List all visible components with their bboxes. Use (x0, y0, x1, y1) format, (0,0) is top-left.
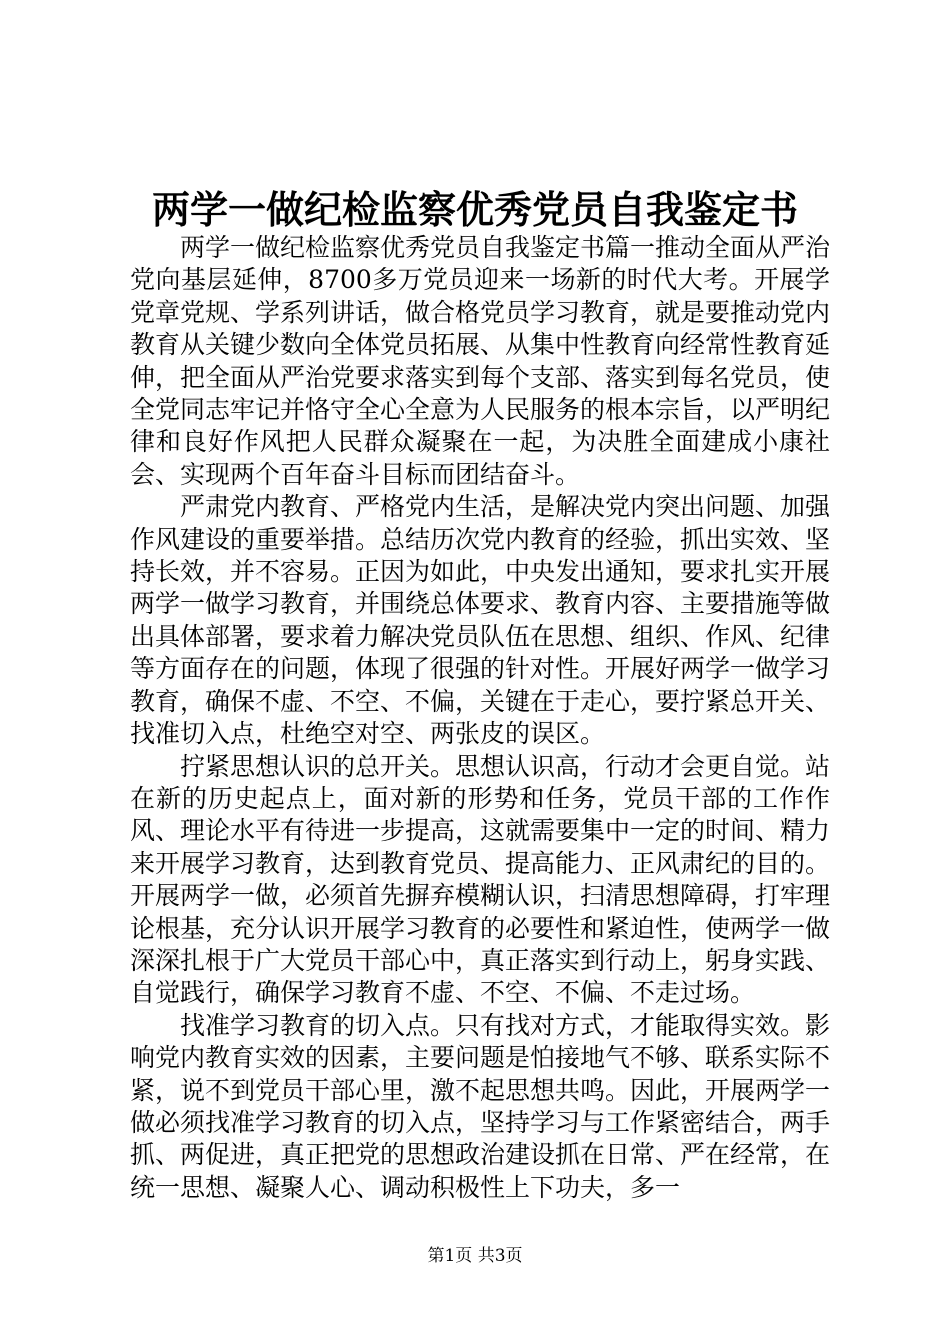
paragraph: 两学一做纪检监察优秀党员自我鉴定书篇一推动全面从严治党向基层延伸，8700多万党员迎来一场新的时代大考。开展学党章党规、学系列讲话，做合格党员学习教育，就是要推动党内教育从关键少数向全体党员拓展、从集中性教育向经常性教育延伸，把全面从严治党要求落实到每个支部、落实到每名党员，使全党同志牢记并恪守全心全意为人民服务的根本宗旨，以严明纪律和良好作风把人民群众凝聚在一起，为决胜全面建成小康社会、实现两个百年奋斗目标而团结奋斗。 (130, 233, 831, 489)
page-number: 第1页 (427, 1246, 473, 1266)
document-title: 两学一做纪检监察优秀党员自我鉴定书 (151, 187, 798, 232)
document-body (130, 232, 830, 1204)
paragraph: 严肃党内教育、严格党内生活，是解决党内突出问题、加强作风建设的重要举措。总结历次党内教育的经验，抓出实效、坚持长效，并不容易。正因为如此，中央发出通知，要求扎实开展两学一做学习教育，并围绕总体要求、教育内容、主要措施等做出具体部署，要求着力解决党员队伍在思想、组织、作风、纪律等方面存在的问题，体现了很强的针对性。开展好两学一做学习教育，确保不虚、不空、不偏，关键在于走心，要拧紧总开关、找准切入点，杜绝空对空、两张皮的误区。 (130, 492, 831, 749)
paragraph: 找准学习教育的切入点。只有找对方式，才能取得实效。影响党内教育实效的因素，主要问题是怕接地气不够、联系实际不紧，说不到党员干部心里，激不起思想共鸣。因此，开展两学一做必须找准学习教育的切入点，坚持学习与工作紧密结合，两手抓、两促进，真正把党的思想政治建设抓在日常、严在经常，在统一思想、凝聚人心、调动积极性上下功夫，多一 (130, 1010, 831, 1202)
page-footer (0, 1244, 950, 1268)
page-total: 共3页 (477, 1246, 523, 1266)
paragraph: 拧紧思想认识的总开关。思想认识高，行动才会更自觉。站在新的历史起点上，面对新的形势和任务，党员干部的工作作风、理论水平有待进一步提高，这就需要集中一定的时间、精力来开展学习教育，达到教育党员、提高能力、正风肃纪的目的。开展两学一做，必须首先摒弃模糊认识，扫清思想障碍，打牢理论根基，充分认识开展学习教育的必要性和紧迫性，使两学一做深深扎根于广大党员干部心中，真正落实到行动上，躬身实践、自觉践行，确保学习教育不虚、不空、不偏、不走过场。 (130, 751, 831, 1008)
